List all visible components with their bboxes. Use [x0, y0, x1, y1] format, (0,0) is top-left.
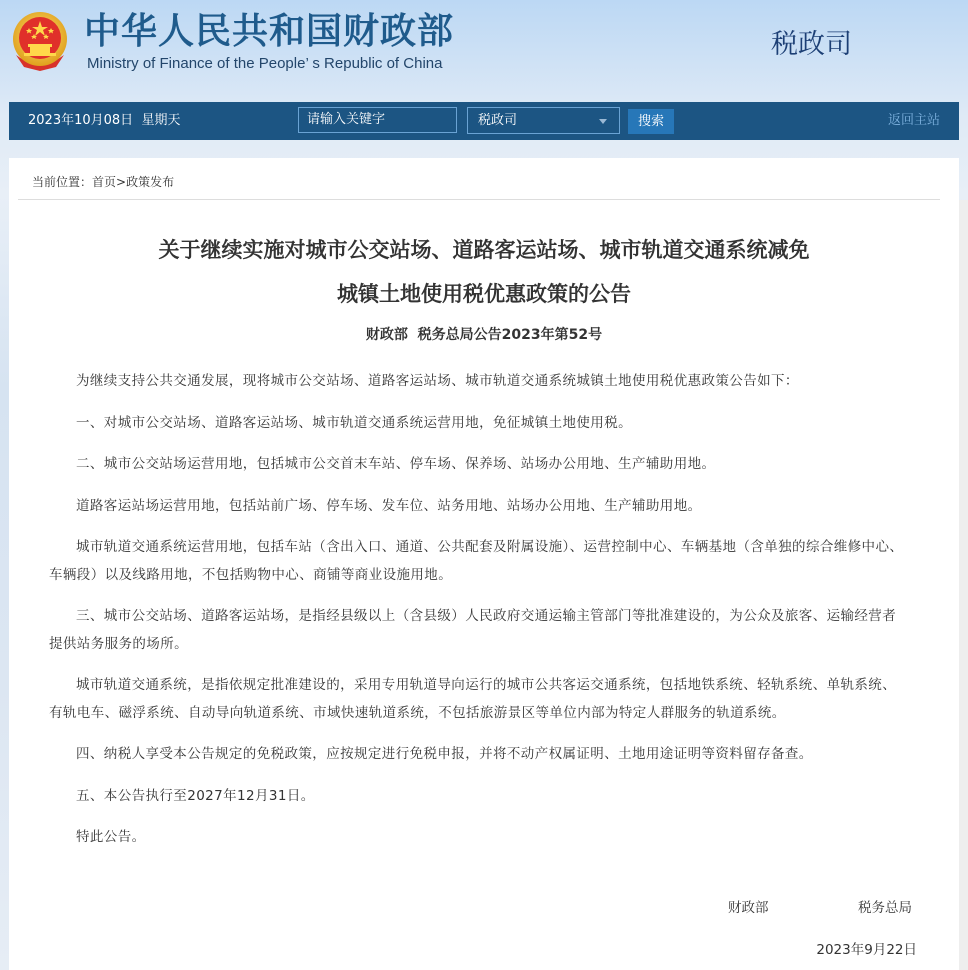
- site-title-chinese: 中华人民共和国财政部: [84, 11, 455, 52]
- signature-date: 2023年9月22日: [816, 942, 917, 958]
- search-input[interactable]: 请输入关键字: [298, 107, 457, 133]
- search-button[interactable]: 搜索: [628, 109, 674, 134]
- scope-selected-value: 税政司: [478, 113, 518, 128]
- article-title-line-1: 关于继续实施对城市公交站场、道路客运站场、城市轨道交通系统减免: [158, 238, 810, 262]
- breadcrumb-policy-release[interactable]: 政策发布: [126, 175, 175, 189]
- document-number: 财政部 税务总局公告2023年第52号: [365, 327, 603, 343]
- paragraph-5: 五、本公告执行至2027年12月31日。: [76, 787, 315, 804]
- paragraph-2c: 城市轨道交通系统运营用地，包括车站（含出入口、通道、公共配套及附属设施）、运营控制中心、车辆基地（含单独的综合维修中心、车辆段）以及线路用地，不包括购物中心、商铺等商业设施用地。: [49, 539, 904, 583]
- date-text: 2023年10月08日: [28, 113, 134, 128]
- article-title-line-2: 城镇土地使用税优惠政策的公告: [337, 282, 631, 306]
- weekday-text: 星期天: [141, 113, 181, 128]
- department-name: 税政司: [771, 29, 852, 60]
- breadcrumb: [32, 172, 174, 192]
- paragraph-3b: 城市轨道交通系统，是指依规定批准建设的，采用专用轨道导向运行的城市公共客运交通系统，包括地铁系统、轻轨系统、单轨系统、有轨电车、磁浮系统、自动导向轨道系统、市域快速轨道系统，不包括旅游景区等单位内部为特定人群服务的轨道系统。: [49, 677, 897, 721]
- breadcrumb-separator: >: [116, 175, 127, 189]
- site-header: [0, 0, 968, 100]
- breadcrumb-prefix: 当前位置：: [32, 175, 93, 189]
- paragraph-4: 四、纳税人享受本公告规定的免税政策，应按规定进行免税申报，并将不动产权属证明、土地用途证明等资料留存备查。: [76, 746, 813, 762]
- article-body: [49, 368, 909, 866]
- search-scope-select[interactable]: [467, 107, 620, 134]
- article-title: [9, 228, 959, 316]
- return-home-link[interactable]: 返回主站: [887, 113, 940, 128]
- page-scrollbar-track[interactable]: [959, 200, 968, 970]
- national-emblem-icon: [10, 9, 70, 73]
- paragraph-1: 一、对城市公交站场、道路客运站场、城市轨道交通系统运营用地，免征城镇土地使用税。: [76, 414, 632, 431]
- article-panel: [9, 158, 959, 970]
- paragraph-3: 三、城市公交站场、道路客运站场，是指经县级以上（含县级）人民政府交通运输主管部门等批准建设的，为公众及旅客、运输经营者提供站务服务的场所。: [49, 608, 897, 652]
- signatory-mof: 财政部: [728, 900, 769, 916]
- paragraph-2b: 道路客运站场运营用地，包括站前广场、停车场、发车位、站务用地、站场办公用地、生产辅助用地。: [76, 497, 702, 514]
- site-title-english: Ministry of Finance of the People’ s Republic of China: [87, 55, 443, 72]
- chevron-down-icon: [599, 119, 607, 124]
- paragraph-intro: 为继续支持公共交通发展，现将城市公交站场、道路客运站场、城市轨道交通系统城镇土地使用税优惠政策公告如下：: [76, 373, 799, 389]
- top-nav-bar: [9, 102, 959, 140]
- breadcrumb-divider: [18, 199, 940, 200]
- current-date: [28, 102, 180, 140]
- paragraph-2: 二、城市公交站场运营用地，包括城市公交首末车站、停车场、保养场、站场办公用地、生产辅助用地。: [76, 456, 716, 472]
- signatory-sat: 税务总局: [858, 900, 912, 916]
- paragraph-closing: 特此公告。: [76, 829, 146, 845]
- breadcrumb-home[interactable]: 首页: [92, 175, 117, 189]
